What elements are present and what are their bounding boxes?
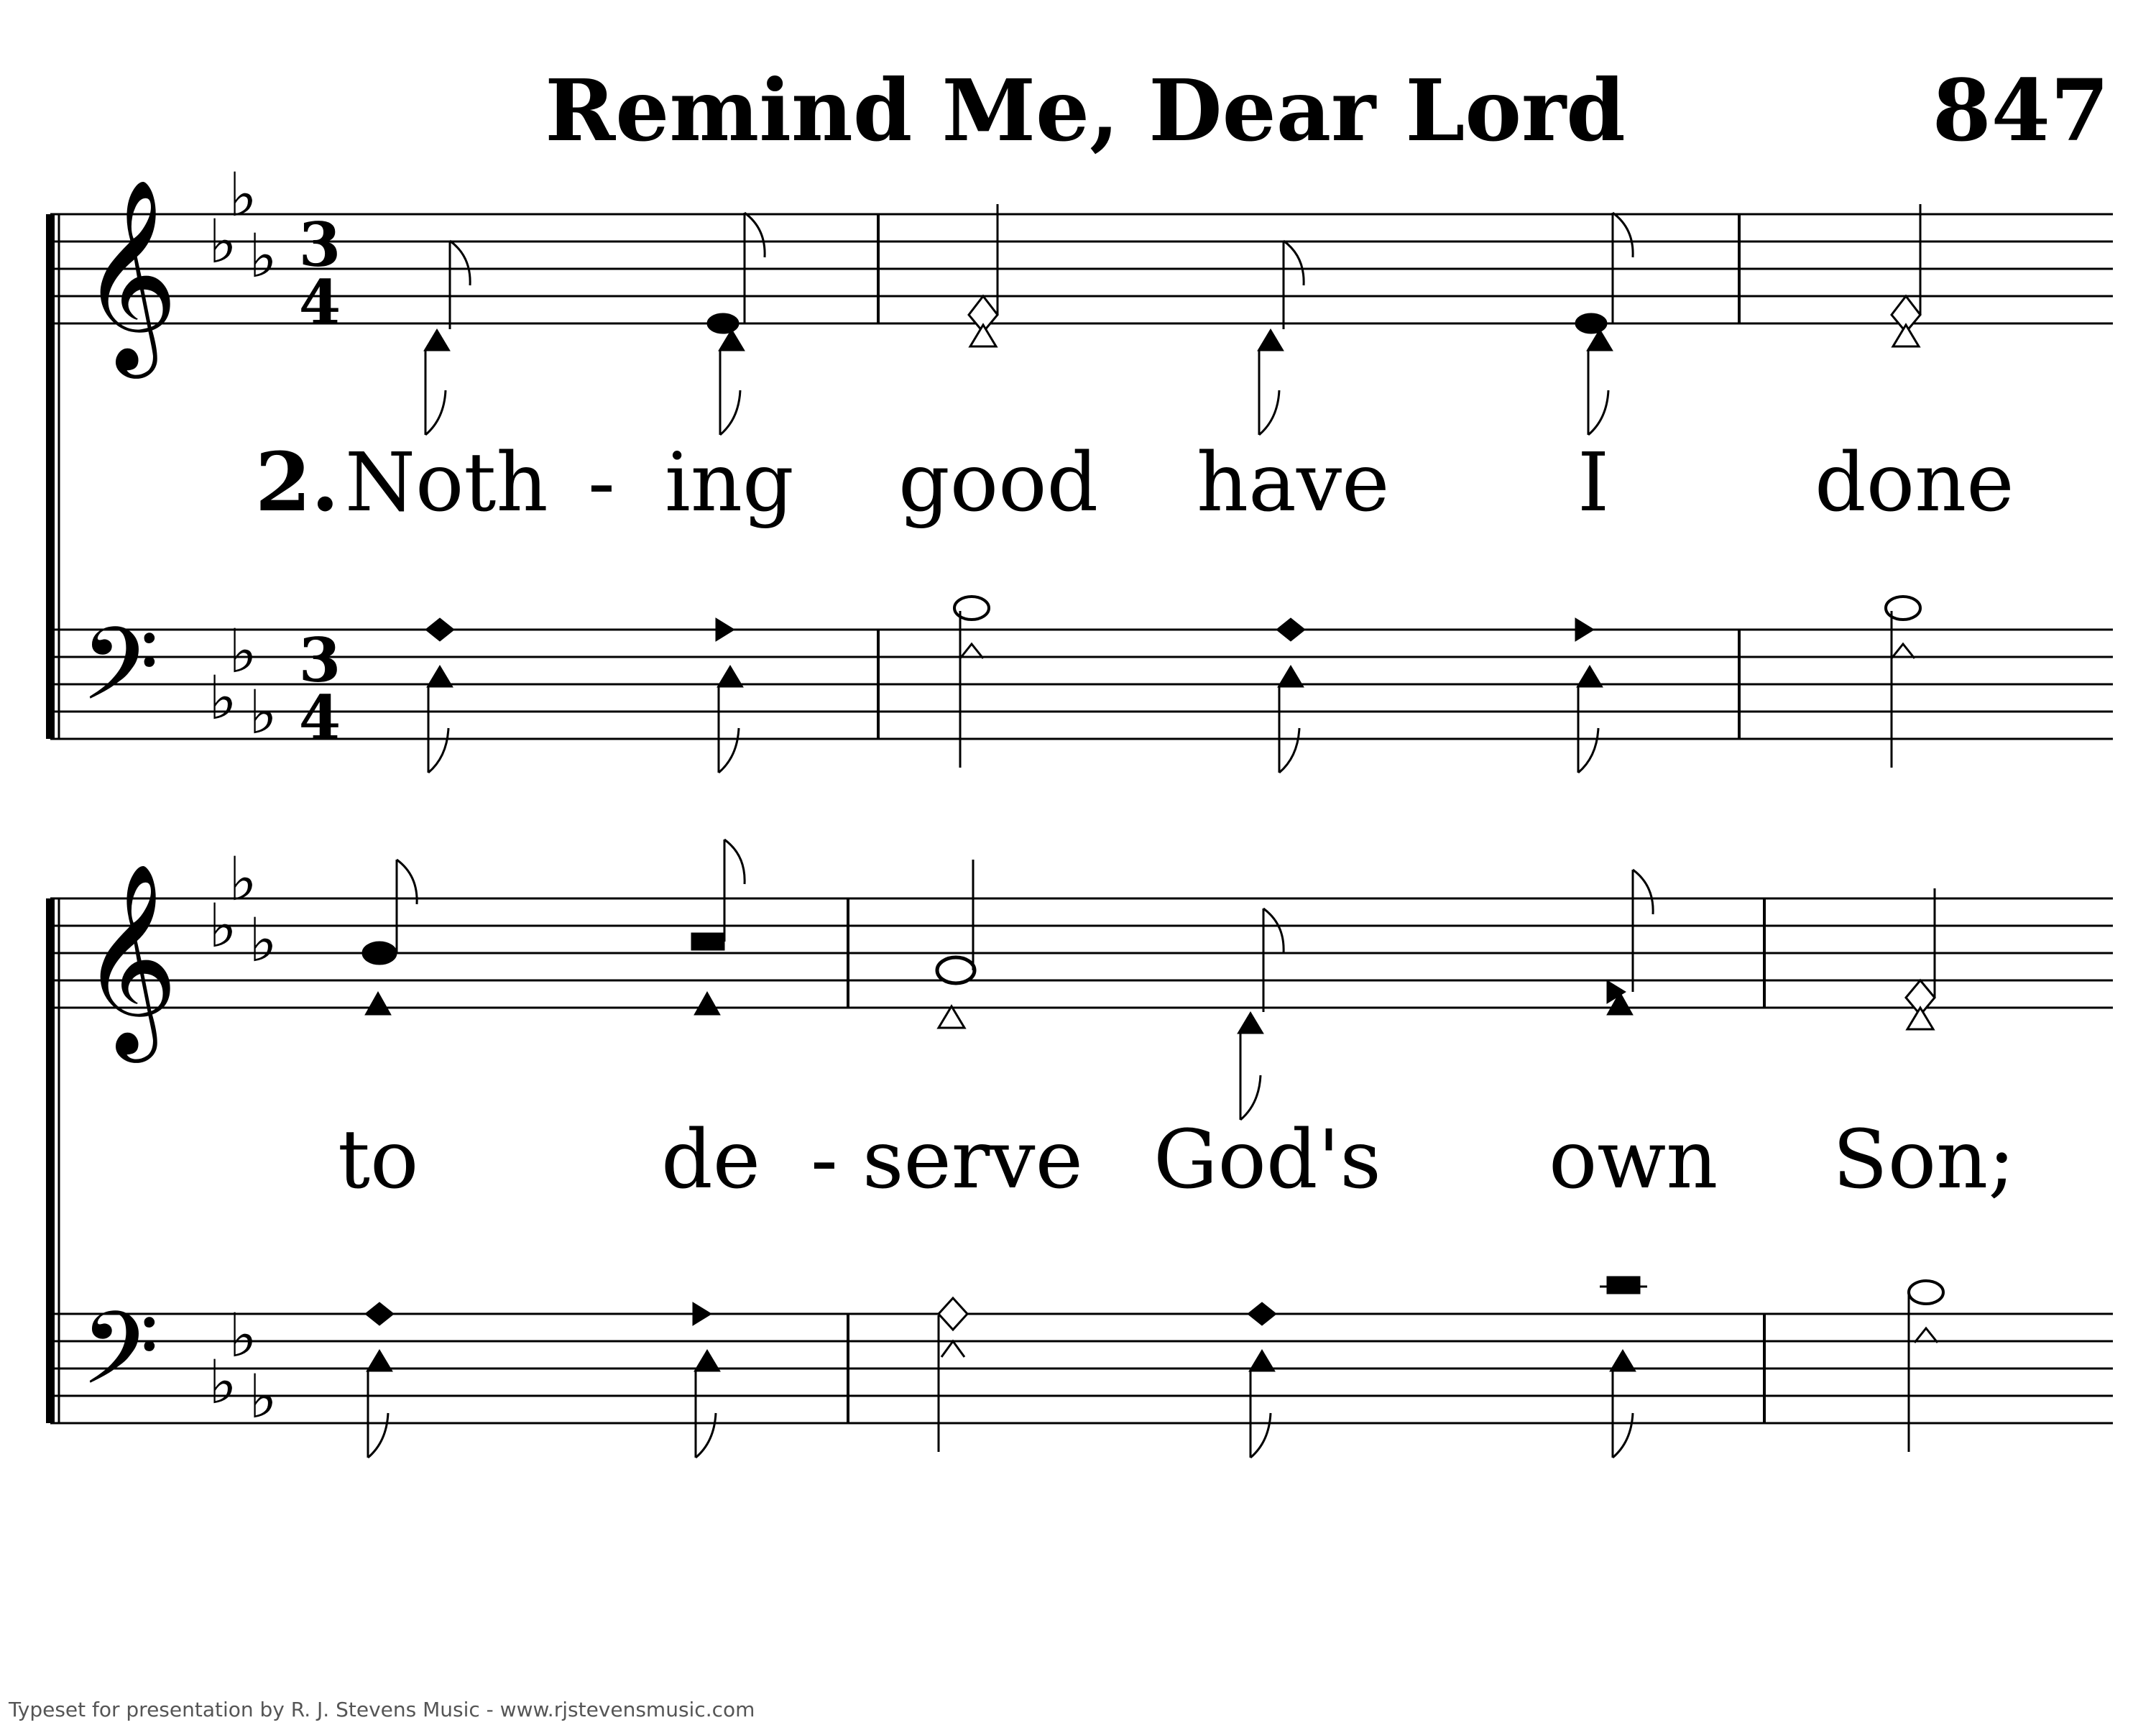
- note: [1909, 1281, 1943, 1452]
- bass-notes-2: [365, 1276, 1943, 1458]
- bass-staff: [50, 630, 2113, 739]
- treble-staff: [50, 898, 2113, 1008]
- note: [362, 860, 417, 1015]
- lyric-syllable: done: [1815, 436, 2014, 530]
- treble-staff: [50, 214, 2113, 323]
- svg-text:♭: ♭: [208, 891, 237, 961]
- note: [365, 1302, 394, 1458]
- svg-text:♭: ♭: [249, 905, 277, 975]
- lyric-syllable: to: [338, 1113, 419, 1207]
- note: [969, 204, 998, 346]
- svg-text:♭: ♭: [249, 221, 277, 291]
- lyric-syllable: de: [661, 1113, 760, 1207]
- treble-clef-icon: 𝄞: [80, 862, 178, 1054]
- note: [937, 860, 975, 1028]
- svg-text:♭: ♭: [249, 677, 277, 748]
- lyric-syllable: God's: [1153, 1113, 1381, 1207]
- note: [1600, 1276, 1647, 1458]
- key-signature-bass: [208, 1300, 277, 1432]
- hymn-title: Remind Me, Dear Lord: [545, 60, 1626, 160]
- lyric-syllable: ing: [665, 436, 794, 530]
- footer-credit: Typeset for presentation by R. J. Stevens Music - www.rjstevensmusic.com: [9, 1698, 755, 1721]
- note: [691, 840, 745, 1015]
- key-signature-treble: [208, 160, 277, 291]
- lyric-syllable: Son;: [1833, 1113, 2016, 1207]
- system-1: [50, 160, 2113, 773]
- lyric-syllable: have: [1197, 436, 1390, 530]
- hymn-number: 847: [1932, 60, 2109, 160]
- svg-text:♭: ♭: [208, 206, 237, 277]
- svg-text:4: 4: [298, 682, 341, 753]
- verse-number: 2.: [255, 436, 339, 530]
- svg-text:♭: ♭: [229, 616, 257, 686]
- note: [425, 618, 454, 773]
- note: [954, 597, 989, 768]
- key-signature-treble: [208, 844, 277, 975]
- time-signature-bass: [299, 625, 341, 753]
- lyrics-line-2: [338, 1113, 2015, 1207]
- note: [1607, 870, 1653, 1015]
- note: [1886, 597, 1920, 768]
- lyric-syllable: good: [898, 436, 1099, 530]
- bass-staff: [50, 1314, 2113, 1423]
- note: [1575, 618, 1603, 773]
- note: [1238, 908, 1284, 1120]
- system-2: [50, 840, 2113, 1458]
- note: [716, 618, 743, 773]
- svg-text:♭: ♭: [208, 1347, 237, 1417]
- svg-text:♭: ♭: [208, 663, 237, 733]
- svg-text:4: 4: [298, 267, 341, 338]
- lyric-hyphen: -: [588, 436, 615, 530]
- lyric-syllable: serve: [862, 1113, 1083, 1207]
- treble-clef-icon: 𝄞: [80, 178, 178, 370]
- lyrics-line-1: [255, 436, 2014, 530]
- svg-text:♭: ♭: [229, 160, 257, 230]
- bass-clef-icon: 𝄢: [80, 1290, 160, 1432]
- lyric-syllable: own: [1549, 1113, 1718, 1207]
- key-signature-bass: [208, 616, 277, 748]
- lyric-syllable: I: [1577, 436, 1610, 530]
- svg-text:♭: ♭: [229, 1300, 257, 1371]
- svg-text:♭: ♭: [229, 844, 257, 914]
- svg-text:3: 3: [298, 209, 341, 280]
- note: [693, 1302, 720, 1458]
- note: [1892, 204, 1920, 346]
- treble-notes-1: [424, 204, 1920, 435]
- time-signature-treble: [299, 209, 341, 338]
- note: [939, 1298, 967, 1452]
- note: [1248, 1302, 1276, 1458]
- svg-text:♭: ♭: [249, 1361, 277, 1432]
- bass-clef-icon: 𝄢: [80, 606, 160, 748]
- lyric-syllable: Noth: [345, 436, 548, 530]
- note: [1276, 618, 1305, 773]
- svg-text:3: 3: [298, 625, 341, 696]
- lyric-hyphen: -: [811, 1113, 838, 1207]
